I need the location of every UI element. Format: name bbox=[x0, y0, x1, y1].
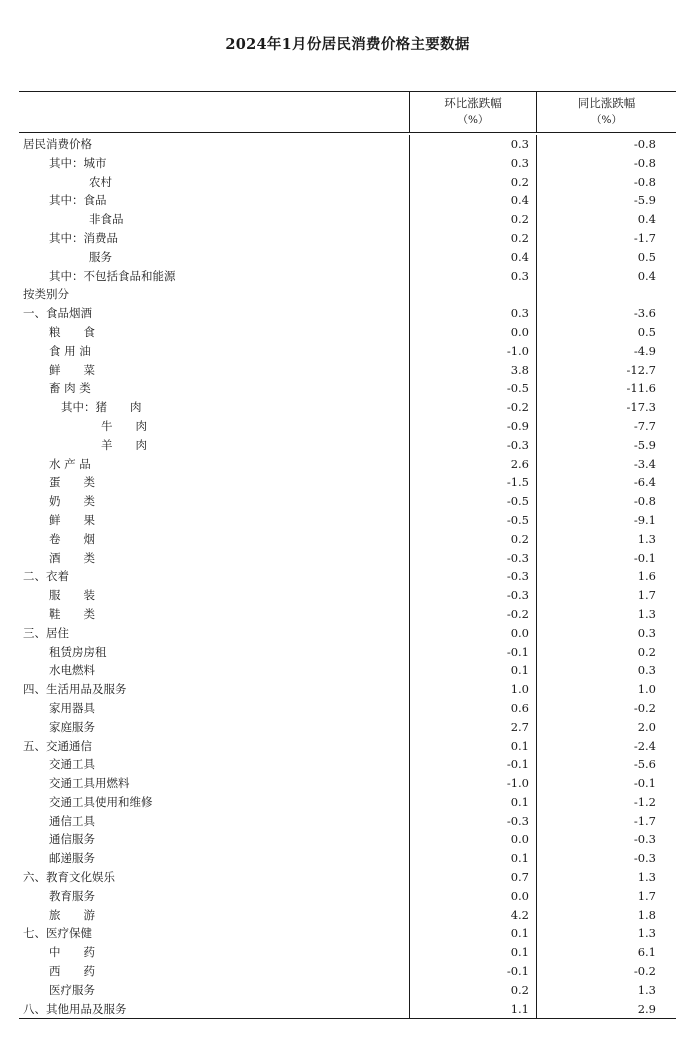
row-mom-value: 0.2 bbox=[510, 212, 529, 227]
header-mom-unit: （%） bbox=[457, 114, 489, 126]
row-mom-value: 2.7 bbox=[510, 719, 529, 734]
row-yoy-value: 1.3 bbox=[637, 606, 656, 621]
row-mom-value: 0.2 bbox=[510, 531, 529, 546]
table-row bbox=[19, 436, 676, 455]
table-row bbox=[19, 455, 676, 474]
table-row bbox=[19, 191, 676, 210]
row-mom-value: 0.0 bbox=[510, 888, 529, 903]
row-mom-value: 0.3 bbox=[510, 155, 529, 170]
table-row bbox=[19, 417, 676, 436]
row-label: 交通工具 bbox=[49, 757, 95, 772]
row-label: 其中：食品 bbox=[49, 193, 107, 208]
row-label: 居民消费价格 bbox=[23, 137, 92, 151]
row-yoy-value: -5.9 bbox=[633, 193, 656, 208]
row-yoy-value: -0.8 bbox=[633, 174, 656, 189]
table-row bbox=[19, 605, 676, 624]
row-mom-value: -0.5 bbox=[506, 381, 529, 396]
row-mom-value: 0.3 bbox=[510, 306, 529, 321]
row-label: 一、食品烟酒 bbox=[23, 306, 92, 321]
row-mom-value: 2.6 bbox=[510, 456, 529, 471]
row-yoy-value: -3.4 bbox=[633, 456, 656, 471]
table-row bbox=[19, 624, 676, 643]
page-title: 2024年1月份居民消费价格主要数据 bbox=[225, 36, 470, 53]
row-yoy-value: 0.5 bbox=[637, 249, 656, 264]
table-row bbox=[19, 924, 676, 943]
table-row bbox=[19, 511, 676, 530]
row-label: 酒 类 bbox=[49, 550, 95, 565]
row-label: 鞋 类 bbox=[49, 606, 95, 621]
row-mom-value: 0.4 bbox=[510, 249, 529, 264]
row-label: 教育服务 bbox=[49, 888, 95, 903]
row-yoy-value: 1.0 bbox=[637, 682, 656, 697]
row-yoy-value: 1.7 bbox=[637, 888, 656, 903]
row-mom-value: 0.7 bbox=[510, 870, 529, 885]
row-label: 邮递服务 bbox=[49, 851, 95, 866]
table-row bbox=[19, 210, 676, 229]
table-row bbox=[19, 173, 676, 192]
header-mom-label: 环比涨跌幅 bbox=[444, 96, 502, 110]
row-yoy-value: 0.3 bbox=[637, 625, 656, 640]
table-row bbox=[19, 755, 676, 774]
row-label: 四、生活用品及服务 bbox=[23, 682, 127, 697]
row-label: 通信工具 bbox=[49, 813, 95, 828]
table-row bbox=[19, 530, 676, 549]
table-row bbox=[19, 135, 676, 154]
row-mom-value: 0.1 bbox=[510, 663, 529, 678]
row-yoy-value: -17.3 bbox=[626, 400, 656, 415]
row-mom-value: 0.2 bbox=[510, 982, 529, 997]
row-label: 通信服务 bbox=[49, 832, 95, 847]
table-row bbox=[19, 906, 676, 925]
row-yoy-value: 0.5 bbox=[637, 324, 656, 339]
row-label: 奶 类 bbox=[49, 494, 95, 509]
table-row bbox=[19, 229, 676, 248]
row-label: 畜 肉 类 bbox=[49, 381, 91, 396]
row-yoy-value: -0.2 bbox=[633, 964, 656, 979]
row-mom-value: 3.8 bbox=[510, 362, 529, 377]
row-mom-value: 0.1 bbox=[510, 794, 529, 809]
row-label: 家庭服务 bbox=[49, 719, 95, 734]
row-yoy-value: 1.3 bbox=[637, 531, 656, 546]
row-label: 中 药 bbox=[49, 945, 95, 960]
header-mom bbox=[409, 92, 536, 132]
row-label: 非食品 bbox=[89, 212, 124, 227]
row-mom-value: -0.2 bbox=[506, 400, 529, 415]
row-yoy-value: -1.7 bbox=[633, 813, 656, 828]
table-row bbox=[19, 887, 676, 906]
row-mom-value: 0.6 bbox=[510, 700, 529, 715]
table-row bbox=[19, 1000, 676, 1019]
row-mom-value: -1.0 bbox=[506, 343, 529, 358]
row-mom-value: 0.2 bbox=[510, 174, 529, 189]
row-mom-value: 1.0 bbox=[510, 682, 529, 697]
row-mom-value: 0.0 bbox=[510, 832, 529, 847]
table-row bbox=[19, 643, 676, 662]
row-label: 租赁房房租 bbox=[49, 644, 107, 659]
table-row bbox=[19, 812, 676, 831]
table-row bbox=[19, 680, 676, 699]
row-label: 交通工具用燃料 bbox=[49, 776, 130, 791]
row-yoy-value: -4.9 bbox=[633, 343, 656, 358]
row-mom-value: -0.3 bbox=[506, 569, 529, 584]
row-mom-value: -0.2 bbox=[506, 606, 529, 621]
row-yoy-value: 6.1 bbox=[637, 945, 656, 960]
row-mom-value: 4.2 bbox=[510, 907, 529, 922]
table-row bbox=[19, 342, 676, 361]
row-label: 交通工具使用和维修 bbox=[49, 794, 153, 809]
table-header bbox=[19, 91, 676, 133]
row-label: 食 用 油 bbox=[49, 343, 91, 358]
row-yoy-value: 2.9 bbox=[637, 1001, 656, 1016]
table-row bbox=[19, 830, 676, 849]
table-row bbox=[19, 361, 676, 380]
row-yoy-value: -9.1 bbox=[633, 512, 656, 527]
row-mom-value: 0.3 bbox=[510, 137, 529, 151]
row-label: 农村 bbox=[89, 174, 112, 189]
header-yoy-unit: （%） bbox=[591, 114, 622, 126]
row-yoy-value: 1.7 bbox=[637, 588, 656, 603]
table-row bbox=[19, 737, 676, 756]
row-yoy-value: -5.9 bbox=[633, 437, 656, 452]
row-mom-value: 0.1 bbox=[510, 738, 529, 753]
row-label: 服 装 bbox=[49, 588, 95, 603]
table-row bbox=[19, 849, 676, 868]
row-label: 西 药 bbox=[49, 964, 95, 979]
row-mom-value: -0.3 bbox=[506, 588, 529, 603]
table-row bbox=[19, 549, 676, 568]
row-label: 其中：猪 肉 bbox=[61, 400, 142, 415]
row-yoy-value: 1.3 bbox=[637, 982, 656, 997]
table-row bbox=[19, 661, 676, 680]
table-row bbox=[19, 304, 676, 323]
row-label: 按类别分 bbox=[23, 287, 69, 302]
row-mom-value: -0.3 bbox=[506, 437, 529, 452]
table-row bbox=[19, 868, 676, 887]
row-yoy-value: -1.7 bbox=[633, 230, 656, 245]
row-yoy-value: -0.1 bbox=[633, 776, 656, 791]
row-label: 其中：城市 bbox=[49, 155, 107, 170]
row-yoy-value: 1.3 bbox=[637, 926, 656, 941]
row-label: 蛋 类 bbox=[49, 475, 95, 490]
row-label: 二、衣着 bbox=[23, 569, 69, 584]
row-label: 其中：不包括食品和能源 bbox=[49, 268, 176, 283]
row-mom-value: 0.1 bbox=[510, 851, 529, 866]
row-mom-value: -0.1 bbox=[506, 964, 529, 979]
row-mom-value: -0.5 bbox=[506, 512, 529, 527]
table-row bbox=[19, 473, 676, 492]
table-row bbox=[19, 586, 676, 605]
row-yoy-value: 0.3 bbox=[637, 663, 656, 678]
row-yoy-value: -0.1 bbox=[633, 550, 656, 565]
row-label: 水电燃料 bbox=[49, 663, 95, 678]
table-row bbox=[19, 962, 676, 981]
row-mom-value: -1.5 bbox=[506, 475, 529, 490]
row-label: 服务 bbox=[89, 249, 112, 264]
table-row bbox=[19, 943, 676, 962]
row-mom-value: 0.0 bbox=[510, 625, 529, 640]
row-mom-value: 0.4 bbox=[510, 193, 529, 208]
row-label: 七、医疗保健 bbox=[23, 926, 92, 941]
row-yoy-value: -0.3 bbox=[633, 832, 656, 847]
row-label: 其中：消费品 bbox=[49, 230, 118, 245]
row-mom-value: -0.3 bbox=[506, 550, 529, 565]
row-yoy-value: 1.8 bbox=[637, 907, 656, 922]
row-mom-value: 0.1 bbox=[510, 926, 529, 941]
cpi-table bbox=[19, 91, 676, 1019]
row-label: 羊 肉 bbox=[101, 437, 147, 452]
row-mom-value: 1.1 bbox=[510, 1001, 529, 1016]
row-yoy-value: -12.7 bbox=[626, 362, 656, 377]
table-row bbox=[19, 323, 676, 342]
row-label: 六、教育文化娱乐 bbox=[23, 870, 115, 885]
table-row bbox=[19, 492, 676, 511]
table-body bbox=[19, 135, 676, 1019]
table-row bbox=[19, 398, 676, 417]
row-label: 三、居住 bbox=[23, 625, 69, 640]
row-yoy-value: -6.4 bbox=[633, 475, 656, 490]
row-label: 八、其他用品及服务 bbox=[23, 1001, 127, 1016]
header-yoy-label: 同比涨跌幅 bbox=[577, 96, 636, 110]
row-yoy-value: -7.7 bbox=[633, 418, 656, 433]
row-mom-value: -0.5 bbox=[506, 494, 529, 509]
row-label: 水 产 品 bbox=[49, 456, 91, 471]
row-yoy-value: -3.6 bbox=[633, 306, 656, 321]
table-row bbox=[19, 248, 676, 267]
row-yoy-value: 2.0 bbox=[637, 719, 656, 734]
row-mom-value: -1.0 bbox=[506, 776, 529, 791]
row-label: 家用器具 bbox=[49, 700, 95, 715]
row-mom-value: -0.9 bbox=[506, 418, 529, 433]
row-label: 卷 烟 bbox=[49, 531, 95, 546]
row-label: 鲜 果 bbox=[49, 512, 95, 527]
row-yoy-value: -0.8 bbox=[633, 494, 656, 509]
row-yoy-value: -5.6 bbox=[633, 757, 656, 772]
row-yoy-value: 1.6 bbox=[637, 569, 656, 584]
row-yoy-value: -0.2 bbox=[633, 700, 656, 715]
row-mom-value: 0.2 bbox=[510, 230, 529, 245]
row-yoy-value: -0.3 bbox=[633, 851, 656, 866]
row-yoy-value: 1.3 bbox=[637, 870, 656, 885]
header-yoy bbox=[536, 92, 676, 132]
table-row bbox=[19, 379, 676, 398]
table-row bbox=[19, 981, 676, 1000]
table-row bbox=[19, 285, 676, 304]
row-yoy-value: 0.4 bbox=[637, 212, 656, 227]
row-label: 医疗服务 bbox=[49, 982, 95, 997]
row-yoy-value: -0.8 bbox=[633, 137, 656, 151]
row-yoy-value: -1.2 bbox=[633, 794, 656, 809]
row-yoy-value: -11.6 bbox=[626, 381, 656, 396]
row-mom-value: -0.1 bbox=[506, 757, 529, 772]
row-yoy-value: -0.8 bbox=[633, 155, 656, 170]
table-row bbox=[19, 718, 676, 737]
table-row bbox=[19, 567, 676, 586]
row-mom-value: -0.1 bbox=[506, 644, 529, 659]
row-mom-value: 0.0 bbox=[510, 324, 529, 339]
row-label: 鲜 菜 bbox=[49, 362, 95, 377]
row-yoy-value: 0.4 bbox=[637, 268, 656, 283]
table-row bbox=[19, 793, 676, 812]
row-label: 粮 食 bbox=[49, 324, 95, 339]
row-mom-value: 0.3 bbox=[510, 268, 529, 283]
row-mom-value: 0.1 bbox=[510, 945, 529, 960]
row-label: 牛 肉 bbox=[101, 418, 147, 433]
row-label: 五、交通通信 bbox=[23, 738, 92, 753]
table-row bbox=[19, 699, 676, 718]
row-mom-value: -0.3 bbox=[506, 813, 529, 828]
row-yoy-value: -2.4 bbox=[633, 738, 656, 753]
row-yoy-value: 0.2 bbox=[637, 644, 656, 659]
table-row bbox=[19, 267, 676, 286]
row-label: 旅 游 bbox=[49, 907, 95, 922]
table-row bbox=[19, 774, 676, 793]
table-row bbox=[19, 154, 676, 173]
